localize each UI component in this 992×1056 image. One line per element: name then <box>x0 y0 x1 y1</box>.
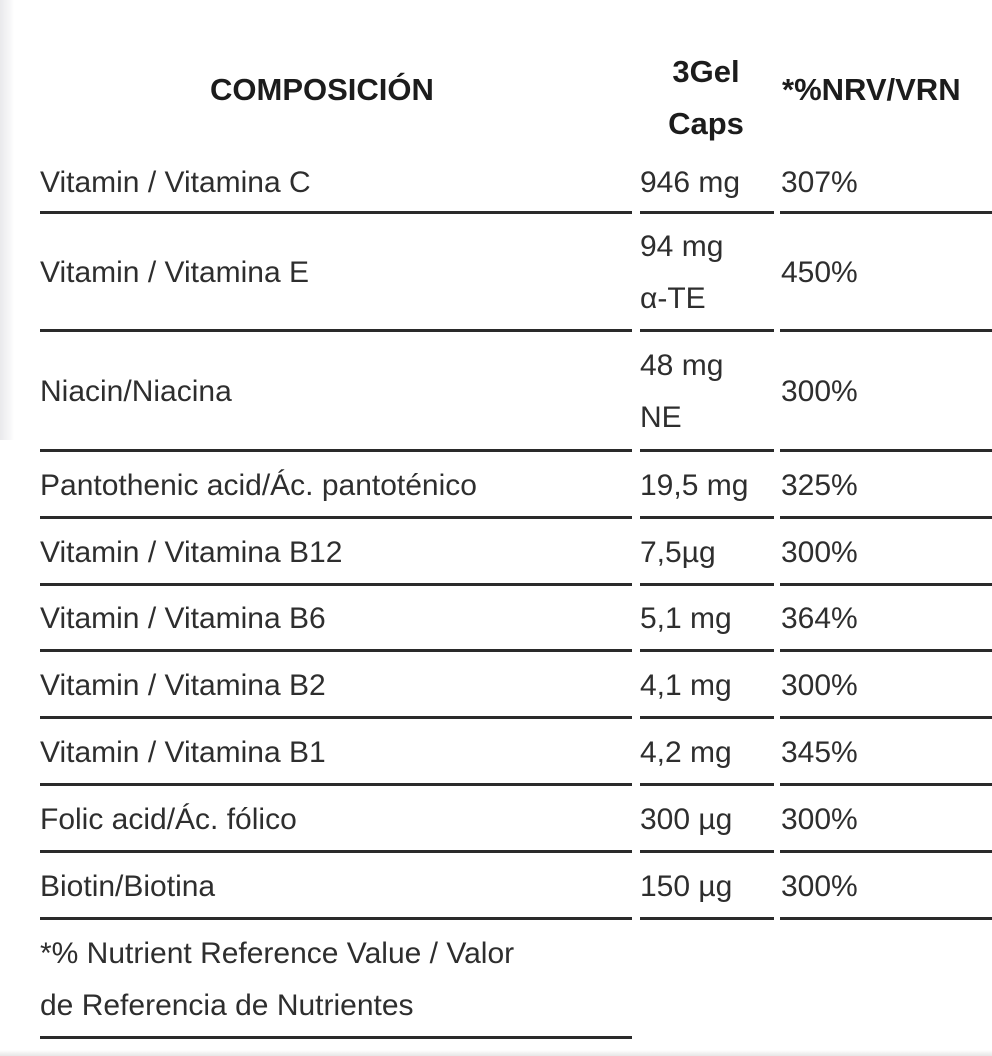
nutrient-amount: 19,5 mg <box>640 468 749 502</box>
footnote-text <box>40 928 514 1032</box>
nutrient-nrv: 345% <box>781 735 858 769</box>
nutrient-name: Vitamin / Vitamina E <box>40 256 310 289</box>
nutrient-amount: 94 mg α-TE <box>640 230 724 315</box>
table-row <box>0 332 992 452</box>
nutrient-amount: 48 mg NE <box>640 349 724 434</box>
table-row <box>0 786 992 853</box>
nutrient-amount: 946 mg <box>640 166 741 199</box>
header-serving <box>640 46 772 150</box>
footnote <box>40 926 632 1039</box>
nutrient-name: Folic acid/Ác. fólico <box>40 802 297 836</box>
header-serving-line1: 3Gel <box>672 54 740 89</box>
nutrient-name: Vitamin / Vitamina B6 <box>40 602 326 635</box>
nutrient-nrv: 300% <box>781 375 858 408</box>
table-row <box>0 152 992 214</box>
row-divider <box>640 917 774 920</box>
row-divider <box>40 917 632 920</box>
page-bottom-shadow <box>0 1050 992 1056</box>
row-divider <box>780 917 992 920</box>
nutrient-name: Vitamin / Vitamina B2 <box>40 668 326 702</box>
nutrient-name: Vitamin / Vitamina C <box>40 166 311 199</box>
nutrient-nrv: 300% <box>781 668 858 702</box>
nutrient-amount: 4,2 mg <box>640 735 732 769</box>
header-composition: COMPOSICIÓN <box>210 72 434 107</box>
nutrient-name: Niacin/Niacina <box>40 375 232 408</box>
nutrient-amount: 4,1 mg <box>640 668 732 702</box>
table-row <box>0 452 992 519</box>
nutrient-nrv: 307% <box>781 166 858 199</box>
footnote-line-1: *% Nutrient Reference Value / Valor <box>40 937 515 970</box>
nutrient-nrv: 300% <box>781 869 858 903</box>
nutrient-nrv: 300% <box>781 802 858 836</box>
header-serving-line2: Caps <box>668 106 744 141</box>
nutrient-name: Vitamin / Vitamina B12 <box>40 535 343 569</box>
footnote-divider <box>40 1036 632 1039</box>
table-row <box>0 652 992 719</box>
table-row <box>0 519 992 586</box>
table-row <box>0 586 992 652</box>
header-nrv: *%NRV/VRN <box>782 72 961 107</box>
nutrient-nrv: 450% <box>781 256 858 289</box>
nutrient-amount: 7,5µg <box>640 535 716 569</box>
nutrient-amount: 5,1 mg <box>640 602 732 635</box>
nutrient-amount: 300 µg <box>640 802 733 836</box>
nutrient-name: Biotin/Biotina <box>40 869 216 903</box>
nutrient-nrv: 364% <box>781 602 858 635</box>
nutrient-amount: 150 µg <box>640 869 733 903</box>
table-row <box>0 214 992 332</box>
table-row <box>0 719 992 786</box>
table-row <box>0 853 992 920</box>
nutrient-nrv: 300% <box>781 535 858 569</box>
nutrient-nrv: 325% <box>781 468 858 502</box>
nutrient-name: Pantothenic acid/Ác. pantoténico <box>40 468 477 502</box>
footnote-line-2: de Referencia de Nutrientes <box>40 989 414 1022</box>
nutrient-name: Vitamin / Vitamina B1 <box>40 735 326 769</box>
